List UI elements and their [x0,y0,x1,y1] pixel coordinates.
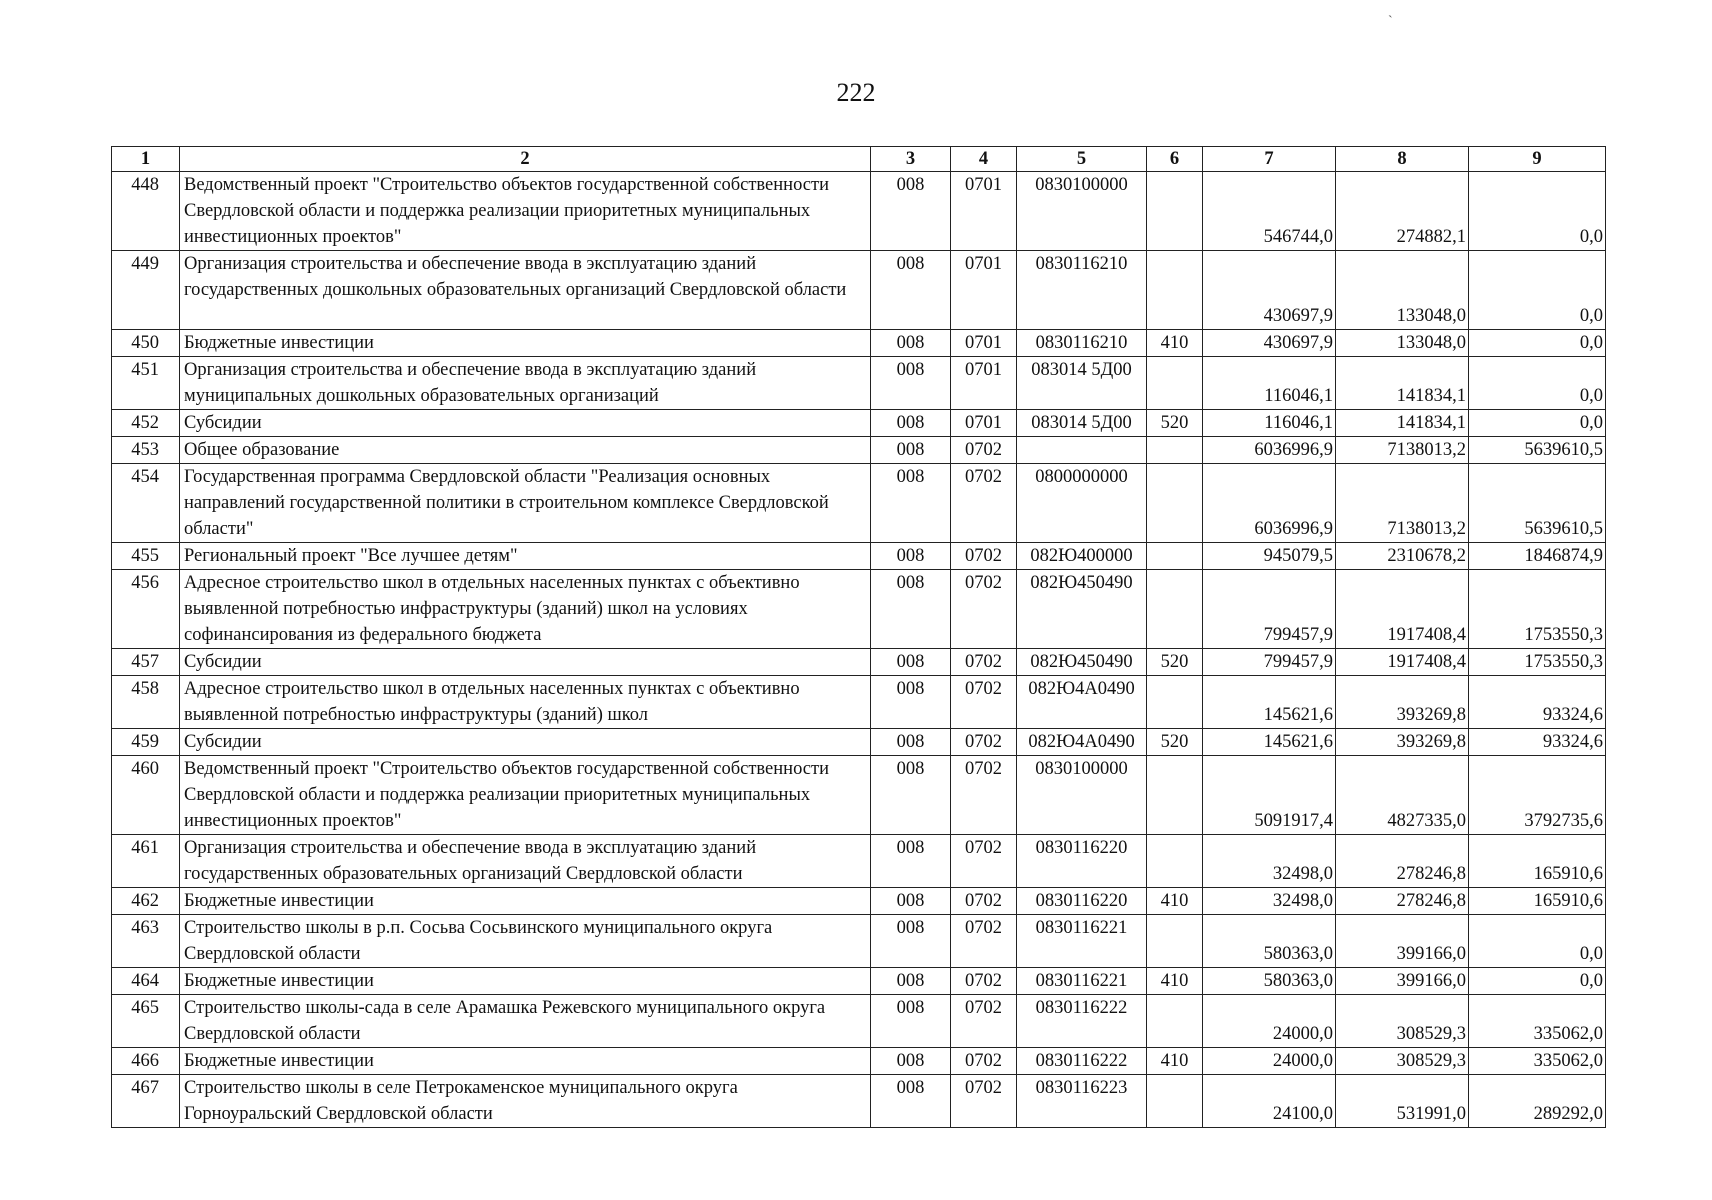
row-value-9: 165910,6 [1469,888,1606,915]
row-name: Адресное строительство школ в отдельных населенных пунктах с объективно выявленной потребностью инфраструктуры (зданий) школ на условиях софинансирования из федерального бюджета [180,570,871,649]
row-value-7: 24000,0 [1203,995,1336,1048]
row-code-6: 520 [1147,649,1203,676]
row-value-8: 399166,0 [1336,915,1469,968]
row-code-3: 008 [871,756,951,835]
row-value-8: 133048,0 [1336,330,1469,357]
row-code-4: 0702 [951,888,1017,915]
row-code-4: 0702 [951,1075,1017,1128]
row-value-9: 0,0 [1469,968,1606,995]
row-name: Бюджетные инвестиции [180,330,871,357]
table-row [112,995,1606,1048]
row-code-4: 0702 [951,649,1017,676]
row-value-8: 141834,1 [1336,357,1469,410]
row-code-5: 0830100000 [1017,756,1147,835]
header-col-6: 6 [1147,147,1203,172]
row-value-7: 116046,1 [1203,410,1336,437]
table-row [112,915,1606,968]
row-code-4: 0701 [951,172,1017,251]
table-row [112,729,1606,756]
row-number: 459 [112,729,180,756]
row-value-9: 335062,0 [1469,1048,1606,1075]
row-number: 452 [112,410,180,437]
row-code-3: 008 [871,357,951,410]
row-code-5: 0830116221 [1017,915,1147,968]
row-code-6: 410 [1147,888,1203,915]
row-value-8: 1917408,4 [1336,649,1469,676]
row-code-5: 0830116222 [1017,995,1147,1048]
row-number: 462 [112,888,180,915]
row-code-6 [1147,172,1203,251]
row-code-3: 008 [871,676,951,729]
row-value-9: 165910,6 [1469,835,1606,888]
budget-table [111,146,1606,1128]
row-value-9: 0,0 [1469,251,1606,330]
row-value-7: 799457,9 [1203,570,1336,649]
row-value-8: 274882,1 [1336,172,1469,251]
row-code-4: 0701 [951,251,1017,330]
table-row [112,172,1606,251]
header-col-7: 7 [1203,147,1336,172]
row-value-7: 24100,0 [1203,1075,1336,1128]
row-value-7: 430697,9 [1203,251,1336,330]
row-name: Субсидии [180,649,871,676]
row-value-9: 3792735,6 [1469,756,1606,835]
row-value-7: 24000,0 [1203,1048,1336,1075]
row-value-7: 945079,5 [1203,543,1336,570]
row-code-6 [1147,251,1203,330]
row-value-8: 308529,3 [1336,1048,1469,1075]
row-value-9: 0,0 [1469,915,1606,968]
row-code-4: 0701 [951,330,1017,357]
row-code-4: 0701 [951,410,1017,437]
row-code-3: 008 [871,330,951,357]
row-number: 461 [112,835,180,888]
row-number: 467 [112,1075,180,1128]
row-code-6: 410 [1147,330,1203,357]
row-number: 457 [112,649,180,676]
row-code-6: 410 [1147,968,1203,995]
row-code-4: 0702 [951,835,1017,888]
row-code-4: 0702 [951,915,1017,968]
row-value-7: 6036996,9 [1203,464,1336,543]
row-code-6 [1147,756,1203,835]
row-value-7: 580363,0 [1203,968,1336,995]
row-name: Ведомственный проект "Строительство объектов государственной собственности Свердловской области и поддержка реализации приоритетных муниципальных инвестиционных проектов" [180,172,871,251]
row-value-8: 7138013,2 [1336,464,1469,543]
row-name: Бюджетные инвестиции [180,968,871,995]
row-value-7: 799457,9 [1203,649,1336,676]
header-col-1: 1 [112,147,180,172]
row-code-6 [1147,995,1203,1048]
row-code-5: 083014 5Д00 [1017,410,1147,437]
row-value-9: 1753550,3 [1469,570,1606,649]
row-code-3: 008 [871,543,951,570]
row-name: Бюджетные инвестиции [180,888,871,915]
row-code-5: 0830116210 [1017,330,1147,357]
table-row [112,437,1606,464]
row-code-3: 008 [871,968,951,995]
row-code-3: 008 [871,410,951,437]
table-row [112,676,1606,729]
row-number: 465 [112,995,180,1048]
row-name: Строительство школы в р.п. Сосьва Сосьвинского муниципального округа Свердловской области [180,915,871,968]
row-number: 456 [112,570,180,649]
row-value-7: 430697,9 [1203,330,1336,357]
row-code-6 [1147,570,1203,649]
row-code-3: 008 [871,437,951,464]
row-code-3: 008 [871,729,951,756]
row-code-6 [1147,835,1203,888]
row-code-6: 520 [1147,729,1203,756]
row-code-5: 082Ю400000 [1017,543,1147,570]
row-code-5: 0830116210 [1017,251,1147,330]
header-col-9: 9 [1469,147,1606,172]
row-number: 454 [112,464,180,543]
row-value-7: 32498,0 [1203,888,1336,915]
row-code-6 [1147,437,1203,464]
row-number: 466 [112,1048,180,1075]
row-number: 448 [112,172,180,251]
row-value-9: 0,0 [1469,410,1606,437]
table-row [112,835,1606,888]
row-name: Адресное строительство школ в отдельных населенных пунктах с объективно выявленной потребностью инфраструктуры (зданий) школ [180,676,871,729]
row-value-8: 7138013,2 [1336,437,1469,464]
row-value-8: 278246,8 [1336,835,1469,888]
row-code-3: 008 [871,172,951,251]
row-code-5: 0830116221 [1017,968,1147,995]
row-value-9: 0,0 [1469,357,1606,410]
table-row [112,756,1606,835]
row-value-7: 5091917,4 [1203,756,1336,835]
table-body [112,172,1606,1128]
row-code-6 [1147,676,1203,729]
row-value-7: 32498,0 [1203,835,1336,888]
row-code-3: 008 [871,1048,951,1075]
table-row [112,410,1606,437]
row-code-5: 0830116220 [1017,835,1147,888]
row-code-5: 0830100000 [1017,172,1147,251]
row-code-3: 008 [871,464,951,543]
header-col-8: 8 [1336,147,1469,172]
row-value-8: 399166,0 [1336,968,1469,995]
row-value-9: 5639610,5 [1469,437,1606,464]
row-code-5: 082Ю450490 [1017,649,1147,676]
row-code-5: 083014 5Д00 [1017,357,1147,410]
header-col-2: 2 [180,147,871,172]
row-name: Общее образование [180,437,871,464]
row-code-4: 0702 [951,543,1017,570]
row-code-3: 008 [871,251,951,330]
row-value-9: 289292,0 [1469,1075,1606,1128]
row-number: 450 [112,330,180,357]
row-code-4: 0702 [951,1048,1017,1075]
row-value-8: 393269,8 [1336,729,1469,756]
row-name: Строительство школы в селе Петрокаменское муниципального округа Горноуральский Свердловской области [180,1075,871,1128]
row-name: Строительство школы-сада в селе Арамашка Режевского муниципального округа Свердловской области [180,995,871,1048]
row-name: Организация строительства и обеспечение ввода в эксплуатацию зданий государственных дошкольных образовательных организаций Свердловской области [180,251,871,330]
row-code-6: 410 [1147,1048,1203,1075]
row-code-6 [1147,543,1203,570]
row-number: 464 [112,968,180,995]
row-code-6 [1147,464,1203,543]
row-code-6: 520 [1147,410,1203,437]
row-value-8: 133048,0 [1336,251,1469,330]
row-code-6 [1147,1075,1203,1128]
header-col-5: 5 [1017,147,1147,172]
row-code-4: 0702 [951,756,1017,835]
row-value-7: 116046,1 [1203,357,1336,410]
row-code-3: 008 [871,1075,951,1128]
row-value-8: 1917408,4 [1336,570,1469,649]
table-row [112,251,1606,330]
table-row [112,543,1606,570]
row-number: 463 [112,915,180,968]
row-code-4: 0702 [951,464,1017,543]
row-value-7: 145621,6 [1203,676,1336,729]
row-value-9: 335062,0 [1469,995,1606,1048]
row-code-3: 008 [871,888,951,915]
row-code-5 [1017,437,1147,464]
row-number: 449 [112,251,180,330]
row-value-9: 1753550,3 [1469,649,1606,676]
row-code-4: 0702 [951,437,1017,464]
row-code-4: 0702 [951,676,1017,729]
table-row [112,330,1606,357]
row-value-7: 546744,0 [1203,172,1336,251]
row-code-4: 0702 [951,570,1017,649]
row-code-4: 0702 [951,968,1017,995]
row-value-9: 93324,6 [1469,729,1606,756]
row-code-4: 0701 [951,357,1017,410]
row-number: 451 [112,357,180,410]
row-value-7: 145621,6 [1203,729,1336,756]
row-name: Бюджетные инвестиции [180,1048,871,1075]
row-code-3: 008 [871,835,951,888]
row-number: 455 [112,543,180,570]
row-name: Организация строительства и обеспечение ввода в эксплуатацию зданий муниципальных дошкольных образовательных организаций [180,357,871,410]
row-name: Субсидии [180,729,871,756]
row-name: Региональный проект "Все лучшее детям" [180,543,871,570]
table-row [112,888,1606,915]
table-row [112,649,1606,676]
table-row [112,357,1606,410]
row-number: 460 [112,756,180,835]
row-number: 453 [112,437,180,464]
row-code-5: 082Ю450490 [1017,570,1147,649]
row-value-9: 5639610,5 [1469,464,1606,543]
row-name: Субсидии [180,410,871,437]
row-code-3: 008 [871,915,951,968]
row-value-8: 141834,1 [1336,410,1469,437]
row-value-8: 278246,8 [1336,888,1469,915]
row-code-5: 0830116223 [1017,1075,1147,1128]
row-code-5: 0800000000 [1017,464,1147,543]
row-code-5: 082Ю4А0490 [1017,676,1147,729]
table-row [112,1075,1606,1128]
row-code-6 [1147,915,1203,968]
row-value-9: 0,0 [1469,172,1606,251]
row-value-8: 393269,8 [1336,676,1469,729]
table-row [112,968,1606,995]
row-code-6 [1147,357,1203,410]
header-col-3: 3 [871,147,951,172]
row-value-9: 1846874,9 [1469,543,1606,570]
header-col-4: 4 [951,147,1017,172]
row-code-5: 0830116222 [1017,1048,1147,1075]
row-code-3: 008 [871,995,951,1048]
header-row [112,147,1606,172]
row-name: Организация строительства и обеспечение ввода в эксплуатацию зданий государственных образовательных организаций Свердловской области [180,835,871,888]
row-value-8: 2310678,2 [1336,543,1469,570]
row-number: 458 [112,676,180,729]
row-code-3: 008 [871,570,951,649]
row-code-3: 008 [871,649,951,676]
row-value-9: 0,0 [1469,330,1606,357]
page-number: 222 [836,78,876,107]
row-value-8: 4827335,0 [1336,756,1469,835]
row-code-4: 0702 [951,995,1017,1048]
row-code-4: 0702 [951,729,1017,756]
row-code-5: 0830116220 [1017,888,1147,915]
row-value-7: 6036996,9 [1203,437,1336,464]
row-value-8: 531991,0 [1336,1075,1469,1128]
row-code-5: 082Ю4А0490 [1017,729,1147,756]
table-row [112,1048,1606,1075]
row-value-9: 93324,6 [1469,676,1606,729]
row-name: Государственная программа Свердловской области "Реализация основных направлений государственной политики в строительном комплексе Свердловской области" [180,464,871,543]
table-row [112,464,1606,543]
row-name: Ведомственный проект "Строительство объектов государственной собственности Свердловской области и поддержка реализации приоритетных муниципальных инвестиционных проектов" [180,756,871,835]
row-value-8: 308529,3 [1336,995,1469,1048]
scan-mark: ` [1388,14,1393,29]
row-value-7: 580363,0 [1203,915,1336,968]
table-row [112,570,1606,649]
